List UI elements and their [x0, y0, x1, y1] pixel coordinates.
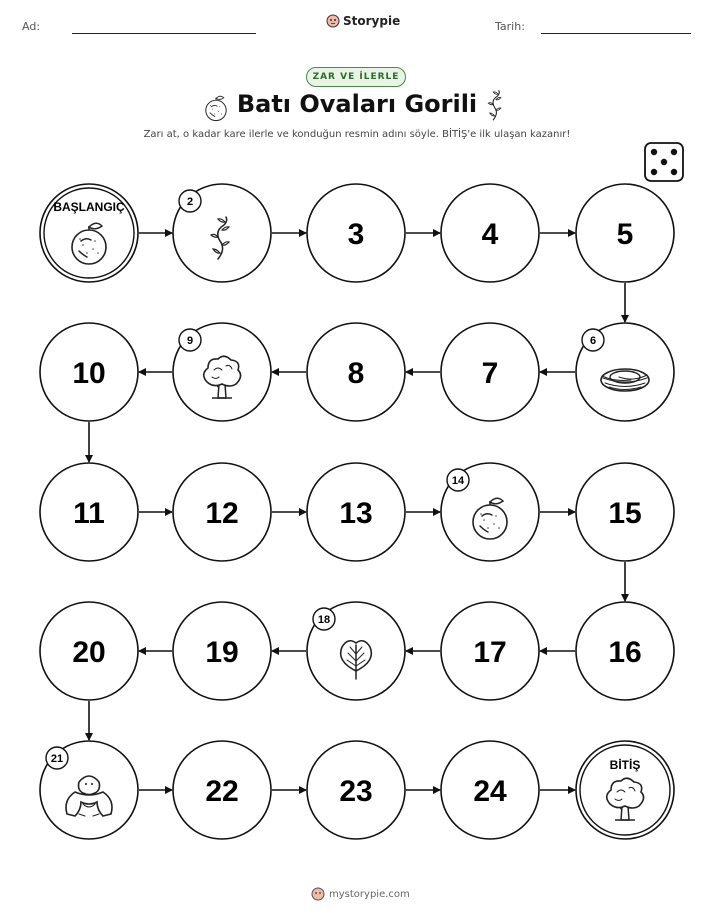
board-space[interactable] [173, 463, 271, 561]
space-number: 16 [608, 636, 642, 669]
board-space[interactable] [576, 184, 674, 282]
orange-icon [206, 96, 226, 120]
board-space[interactable] [307, 323, 405, 421]
page-title: Batı Ovaları Gorili [236, 90, 478, 118]
space-number: 10 [72, 357, 106, 390]
board-space[interactable] [576, 602, 674, 700]
space-number: 18 [317, 614, 331, 626]
board-space[interactable] [441, 741, 539, 839]
finish-space[interactable] [576, 741, 674, 839]
board-space[interactable] [441, 463, 539, 561]
space-number: 12 [205, 497, 239, 530]
board-space[interactable] [307, 463, 405, 561]
space-number: 8 [347, 357, 365, 390]
nest-icon [601, 369, 649, 391]
board-space[interactable] [173, 323, 271, 421]
space-number: 9 [186, 335, 194, 347]
board-space[interactable] [40, 602, 138, 700]
vine-icon [488, 91, 501, 120]
board-space[interactable] [576, 463, 674, 561]
board-space[interactable] [40, 741, 138, 839]
space-number: 20 [72, 636, 106, 669]
game-type-pill: ZAR VE İLERLE [306, 67, 406, 87]
space-number: 4 [481, 218, 499, 251]
board-space[interactable] [307, 602, 405, 700]
space-number: 19 [205, 636, 239, 669]
space-number: 23 [339, 775, 373, 808]
board-space[interactable] [40, 323, 138, 421]
dice-icon[interactable] [645, 143, 683, 181]
board-space[interactable] [576, 323, 674, 421]
brand-name: Storypie [343, 14, 401, 28]
space-number: 24 [473, 775, 507, 808]
space-number: 11 [73, 497, 105, 530]
space-number: 13 [339, 497, 373, 530]
storypie-mascot-icon [311, 887, 325, 901]
space-number: 5 [616, 218, 634, 251]
board-space[interactable] [441, 184, 539, 282]
name-label: Ad: [22, 20, 41, 33]
board-space[interactable] [441, 602, 539, 700]
space-number: 2 [186, 196, 194, 208]
board-space[interactable] [173, 184, 271, 282]
space-number: 15 [608, 497, 642, 530]
board-space[interactable] [441, 323, 539, 421]
start-space[interactable] [40, 184, 138, 282]
footer-site[interactable]: mystorypie.com [329, 888, 410, 900]
space-number: 6 [589, 335, 597, 347]
space-number: 17 [473, 636, 507, 669]
board-space[interactable] [173, 602, 271, 700]
space-number: 21 [50, 753, 64, 765]
finish-label: BİTİŞ [609, 758, 641, 772]
space-number: 22 [205, 775, 239, 808]
board-space[interactable] [173, 741, 271, 839]
board-space[interactable] [40, 463, 138, 561]
space-number: 3 [347, 218, 365, 251]
board-space[interactable] [307, 184, 405, 282]
instructions: Zarı at, o kadar kare ilerle ve konduğun resmin adını söyle. BİTİŞ'e ilk ulaşan kazanır! [143, 129, 571, 140]
space-number: 7 [481, 357, 499, 390]
date-label: Tarih: [495, 20, 525, 33]
space-number: 14 [451, 475, 465, 487]
board-space[interactable] [307, 741, 405, 839]
start-label: BAŞLANGIÇ [53, 200, 125, 214]
footer [311, 887, 410, 901]
